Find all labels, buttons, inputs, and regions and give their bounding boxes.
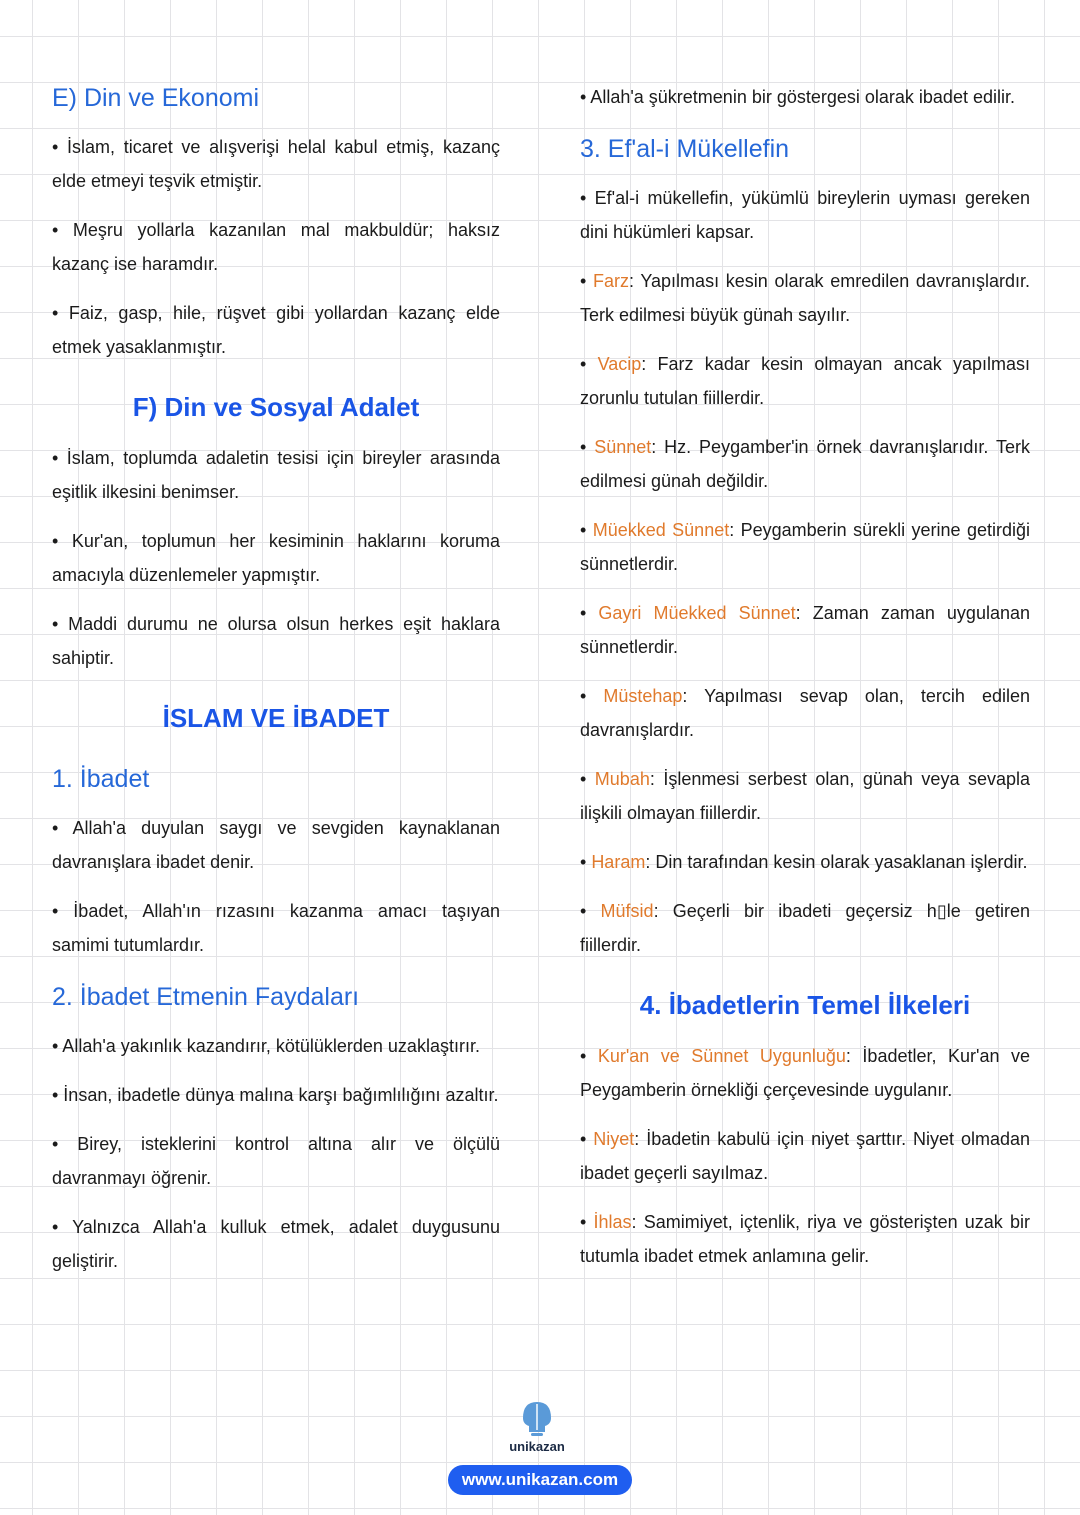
bullet-item: • Birey, isteklerini kontrol altına alır ve ölçülü davranmayı öğrenir. — [52, 1134, 500, 1188]
term-description: : İbadetler, Kur'an ve Peygamberin örnekliği çerçevesinde uygulanır. — [580, 1046, 1030, 1100]
term-label: Vacip — [597, 354, 642, 374]
right-column — [580, 80, 1030, 1288]
term-description: : Farz kadar kesin olmayan ancak yapılması zorunlu tutulan fiillerdir. — [580, 354, 1030, 408]
term-definition-item: • İhlas: Samimiyet, içtenlik, riya ve gösterişten uzak bir tutumla ibadet etmek anlamına gelir. — [580, 1212, 1030, 1266]
bullet-item: • Maddi durumu ne olursa olsun herkes eşit haklara sahiptir. — [52, 614, 500, 668]
term-label: Müstehap — [603, 686, 683, 706]
unikazan-logo — [500, 1398, 574, 1456]
main-heading-islam-ibadet: İSLAM VE İBADET — [162, 703, 390, 733]
term-label: Müekked Sünnet — [592, 520, 730, 540]
term-label: Sünnet — [594, 437, 652, 457]
term-definition-item: • Gayri Müekked Sünnet: Zaman zaman uygulanan sünnetlerdir. — [580, 603, 1030, 657]
website-link[interactable]: www.unikazan.com — [448, 1465, 632, 1495]
term-description: : İbadetin kabulü için niyet şarttır. Niyet olmadan ibadet geçerli sayılmaz. — [580, 1129, 1031, 1183]
bullet-item: • Faiz, gasp, hile, rüşvet gibi yollardan kazanç elde etmek yasaklanmıştır. — [52, 303, 500, 357]
term-definition-item: • Farz: Yapılması kesin olarak emredilen davranışlardır. Terk edilmesi büyük günah sayılır. — [580, 271, 1030, 325]
bullet-item: • Ef'al-i mükellefin, yükümlü bireylerin uyması gereken dini hükümleri kapsar. — [580, 188, 1030, 242]
left-column — [52, 78, 500, 1293]
term-description: : Din tarafından kesin olarak yasaklanan işlerdir. — [645, 852, 1028, 872]
term-definition-item: • Haram: Din tarafından kesin olarak yasaklanan işlerdir. — [580, 852, 1028, 872]
term-definition-item: • Müfsid: Geçerli bir ibadeti geçersiz h▯le getiren fiillerdir. — [580, 901, 1030, 955]
term-label: Niyet — [593, 1129, 635, 1149]
term-definition-item: • Mubah: İşlenmesi serbest olan, günah veya sevapla ilişkili olmayan fiillerdir. — [580, 769, 1030, 823]
bullet-item: • Allah'a şükretmenin bir göstergesi olarak ibadet edilir. — [580, 87, 1015, 107]
term-description: : Zaman zaman uygulanan sünnetlerdir. — [580, 603, 1030, 657]
term-label: Farz — [593, 271, 629, 291]
bullet-item: • Allah'a duyulan saygı ve sevgiden kaynaklanan davranışlara ibadet denir. — [52, 818, 500, 872]
logo-text: unikazan — [509, 1439, 565, 1454]
bullet-item: • Yalnızca Allah'a kulluk etmek, adalet duygusunu geliştirir. — [52, 1217, 500, 1271]
bullet-item: • İbadet, Allah'ın rızasını kazanma amacı taşıyan samimi tutumlardır. — [52, 901, 500, 955]
term-description: : Geçerli bir ibadeti geçersiz h▯le getiren fiillerdir. — [580, 901, 1030, 955]
term-label: Kur'an ve Sünnet Uygunluğu — [597, 1046, 846, 1066]
bullet-item: • Kur'an, toplumun her kesiminin haklarını koruma amacıyla düzenlemeler yapmıştır. — [52, 531, 500, 585]
term-description: : Yapılması kesin olarak emredilen davranışlardır. Terk edilmesi büyük günah sayılır. — [580, 271, 1030, 325]
term-definition-item: • Vacip: Farz kadar kesin olmayan ancak yapılması zorunlu tutulan fiillerdir. — [580, 354, 1030, 408]
term-definition-item: • Sünnet: Hz. Peygamber'in örnek davranışlarıdır. Terk edilmesi günah değildir. — [580, 437, 1030, 491]
bullet-item: • İnsan, ibadetle dünya malına karşı bağımlılığını azaltır. — [52, 1085, 499, 1105]
term-label: Gayri Müekked Sünnet — [598, 603, 796, 623]
term-label: İhlas — [593, 1212, 632, 1232]
term-list — [580, 264, 1030, 962]
lightbulb-heads-icon — [515, 1398, 559, 1438]
section-heading-sosyal-adalet: F) Din ve Sosyal Adalet — [132, 392, 420, 422]
term-description: : İşlenmesi serbest olan, günah veya sevapla ilişkili olmayan fiillerdir. — [580, 769, 1030, 823]
term-label: Mubah — [594, 769, 650, 789]
term-definition-item: • Kur'an ve Sünnet Uygunluğu: İbadetler, Kur'an ve Peygamberin örnekliği çerçevesinde uygulanır. — [580, 1046, 1030, 1100]
term-definition-item: • Müstehap: Yapılması sevap olan, tercih edilen davranışlardır. — [580, 686, 1030, 740]
term-description: : Hz. Peygamber'in örnek davranışlarıdır. Terk edilmesi günah değildir. — [580, 437, 1030, 491]
section-heading-temel-ilkeler: 4. İbadetlerin Temel İlkeleri — [639, 990, 971, 1020]
section-heading-din-ekonomi: E) Din ve Ekonomi — [52, 84, 260, 112]
section-heading-efal: 3. Ef'al-i Mükellefin — [580, 135, 790, 163]
principle-list — [580, 1039, 1030, 1273]
bullet-item: • İslam, toplumda adaletin tesisi için bireyler arasında eşitlik ilkesini benimser. — [52, 448, 500, 502]
section-heading-faydalar: 2. İbadet Etmenin Faydaları — [52, 983, 360, 1011]
term-description: : Peygamberin sürekli yerine getirdiği sünnetlerdir. — [580, 520, 1030, 574]
term-description: : Yapılması sevap olan, tercih edilen davranışlardır. — [580, 686, 1030, 740]
term-definition-item: • Müekked Sünnet: Peygamberin sürekli yerine getirdiği sünnetlerdir. — [580, 520, 1030, 574]
term-definition-item: • Niyet: İbadetin kabulü için niyet şarttır. Niyet olmadan ibadet geçerli sayılmaz. — [580, 1129, 1031, 1183]
term-description: : Samimiyet, içtenlik, riya ve gösterişten uzak bir tutumla ibadet etmek anlamına gelir. — [580, 1212, 1030, 1266]
term-label: Müfsid — [600, 901, 654, 921]
bullet-item: • Meşru yollarla kazanılan mal makbuldür; haksız kazanç ise haramdır. — [52, 220, 500, 274]
term-label: Haram — [591, 852, 646, 872]
section-heading-ibadet: 1. İbadet — [52, 765, 150, 793]
bullet-item: • Allah'a yakınlık kazandırır, kötülüklerden uzaklaştırır. — [52, 1036, 480, 1056]
bullet-item: • İslam, ticaret ve alışverişi helal kabul etmiş, kazanç elde etmeyi teşvik etmiştir. — [52, 137, 500, 191]
